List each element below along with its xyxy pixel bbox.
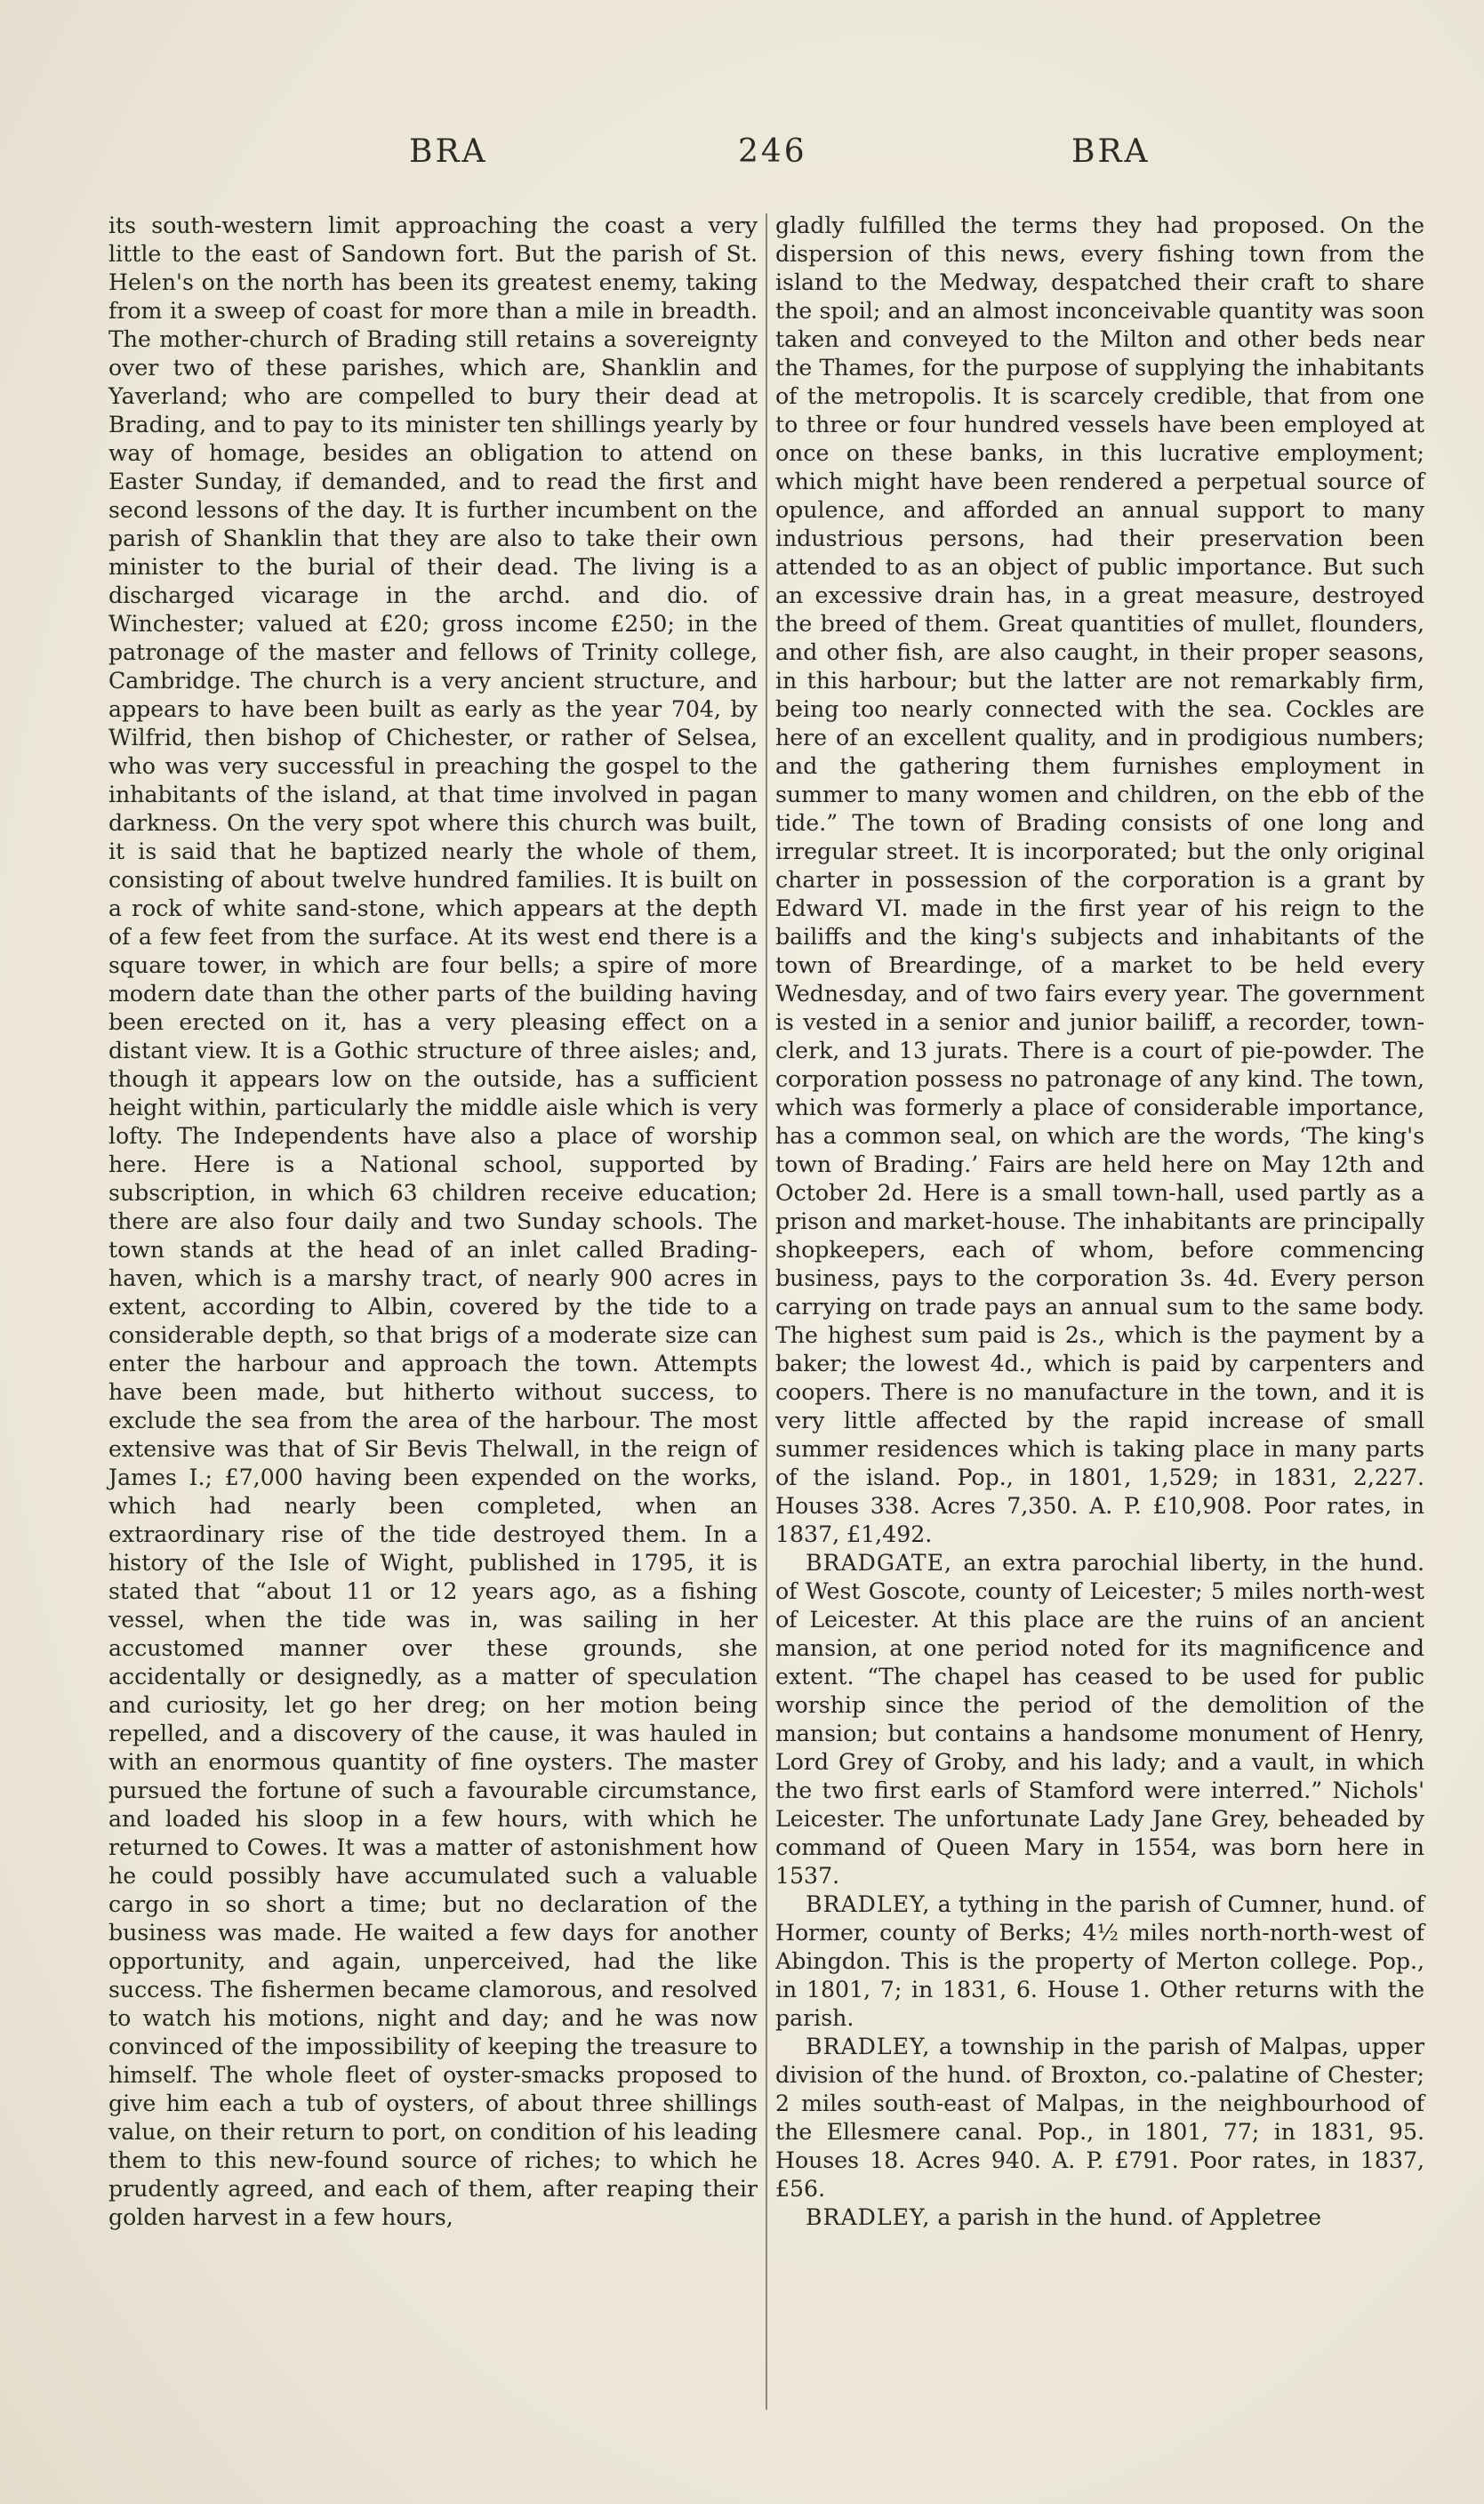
entry-text: a parish in the hund. of Appletree (930, 2204, 1321, 2230)
header-right-word: BRA (1071, 133, 1151, 170)
right-column-continuation: gladly fulfilled the terms they had proposed. On the dispersion of this news, every fishing town from the island to the Medway, despatched their craft to share the spoil; and an almost inconceivable quantity was soon taken and conveyed to the Milton and other beds near the Thames, for the purpose of supplying the inhabitants of the metropolis. It is scarcely credible, that from one to three or four hundred vessels have been employed at once on these banks, in this lucrative employment; which might have been rendered a perpetual source of opulence, and afforded an annual support to many industrious persons, had their preservation been attended to as an object of public importance. But such an excessive drain has, in a great measure, destroyed the breed of them. Great quantities of mullet, flounders, and other fish, are also caught, in their proper seasons, in this harbour; but the latter are not remarkably firm, being too nearly connected with the sea. Cockles are here of an excellent quality, and in prodigious numbers; and the gathering them furnishes employment in summer to many women and children, on the ebb of the tide.” The town of Brading consists of one long and irregular street. It is incorporated; but the only original charter in possession of the corporation is a grant by Edward VI. made in the first year of his reign to the bailiffs and the king's subjects and inhabitants of the town of Breardinge, of a market to be held every Wednesday, and of two fairs every year. The government is vested in a senior and junior bailiff, a recorder, town-clerk, and 13 jurats. There is a court of pie-powder. The corporation possess no patronage of any kind. The town, which was formerly a place of considerable importance, has a common seal, on which are the words, ‘The king's town of Brading.’ Fairs are held here on May 12th and October 2d. Here is a small town-hall, used partly as a prison and market-house. The inhabitants are principally shopkeepers, each of whom, before commencing business, pays to the corporation 3s. 4d. Every person carrying on trade pays an annual sum to the same body. The highest sum paid is 2s., which is the payment by a baker; the lowest 4d., which is paid by carpenters and coopers. There is no manufacture in the town, and it is very little affected by the rapid increase of small summer residences which is taking place in many parts of the island. Pop., in 1801, 1,529; in 1831, 2,227. Houses 338. Acres 7,350. A. P. £10,908. Poor rates, in 1837, £1,492. (775, 213, 1424, 1547)
entry-headword: BRADLEY, (806, 2034, 931, 2059)
gazetteer-entry-bradley-berks (775, 1890, 1424, 2033)
gazetteer-entry-bradley-appletree (775, 2203, 1424, 2232)
entry-headword: BRADLEY, (806, 1891, 931, 1917)
column-divider (766, 213, 767, 2410)
entry-text: a tything in the parish of Cumner, hund. of Hormer, county of Berks; 4½ miles north-north-west of Abingdon. This is the property of Merton college. Pop., in 1801, 7; in 1831, 6. House 1. Other returns with the parish. (775, 1891, 1424, 2031)
gazetteer-entry-bradgate (775, 1549, 1424, 1890)
entry-headword: BRADLEY, (806, 2204, 931, 2230)
left-column (108, 212, 758, 2232)
right-column (775, 212, 1424, 2232)
entry-text: an extra parochial liberty, in the hund. of West Goscote, county of Leicester; 5 miles north-west of Leicester. At this place are the ruins of an ancient mansion, at one period noted for its magnificence and extent. “The chapel has ceased to be used for public worship since the period of the demolition of the mansion; but contains a handsome monument of Henry, Lord Grey of Groby, and his lady; and a vault, in which the two first earls of Stamford were interred.” Nichols' Leicester. The unfortunate Lady Jane Grey, beheaded by command of Queen Mary in 1554, was born here in 1537. (775, 1550, 1424, 1889)
entry-headword: BRADGATE, (806, 1550, 952, 1576)
entry-text: a township in the parish of Malpas, upper division of the hund. of Broxton, co.-palatine of Chester; 2 miles south-east of Malpas, in the neighbourhood of the Ellesmere canal. Pop., in 1801, 77; in 1831, 95. Houses 18. Acres 940. A. P. £791. Poor rates, in 1837, £56. (775, 2034, 1424, 2202)
gazetteer-entry-bradley-chester (775, 2033, 1424, 2203)
running-header (107, 133, 1396, 187)
page-number: 246 (738, 133, 807, 170)
header-left-word: BRA (409, 133, 488, 170)
left-column-paragraph: its south-western limit approaching the coast a very little to the east of Sandown fort. But the parish of St. Helen's on the north has been its greatest enemy, taking from it a sweep of coast for more than a mile in breadth. The mother-church of Brading still retains a sovereignty over two of these parishes, which are, Shanklin and Yaverland; who are compelled to bury their dead at Brading, and to pay to its minister ten shillings yearly by way of homage, besides an obligation to attend on Easter Sunday, if demanded, and to read the first and second lessons of the day. It is further incumbent on the parish of Shanklin that they are also to take their own minister to the burial of their dead. The living is a discharged vicarage in the archd. and dio. of Winchester; valued at £20; gross income £250; in the patronage of the master and fellows of Trinity college, Cambridge. The church is a very ancient structure, and appears to have been built as early as the year 704, by Wilfrid, then bishop of Chichester, or rather of Selsea, who was very successful in preaching the gospel to the inhabitants of the island, at that time involved in pagan darkness. On the very spot where this church was built, it is said that he baptized nearly the whole of them, consisting of about twelve hundred families. It is built on a rock of white sand-stone, which appears at the depth of a few feet from the surface. At its west end there is a square tower, in which are four bells; a spire of more modern date than the other parts of the building having been erected on it, has a very pleasing effect on a distant view. It is a Gothic structure of three aisles; and, though it appears low on the outside, has a sufficient height within, particularly the middle aisle which is very lofty. The Independents have also a place of worship here. Here is a National school, supported by subscription, in which 63 children receive education; there are also four daily and two Sunday schools. The town stands at the head of an inlet called Brading-haven, which is a marshy tract, of nearly 900 acres in extent, according to Albin, covered by the tide to a considerable depth, so that brigs of a moderate size can enter the harbour and approach the town. Attempts have been made, but hitherto without success, to exclude the sea from the area of the harbour. The most extensive was that of Sir Bevis Thelwall, in the reign of James I.; £7,000 having been expended on the works, which had nearly been completed, when an extraordinary rise of the tide destroyed them. In a history of the Isle of Wight, published in 1795, it is stated that “about 11 or 12 years ago, as a fishing vessel, when the tide was in, was sailing in her accustomed manner over these grounds, she accidentally or designedly, as a matter of speculation and curiosity, let go her dreg; on her motion being repelled, and a discovery of the cause, it was hauled in with an enormous quantity of fine oysters. The master pursued the fortune of such a favourable circumstance, and loaded his sloop in a few hours, with which he returned to Cowes. It was a matter of astonishment how he could possibly have accumulated such a valuable cargo in so short a time; but no declaration of the business was made. He waited a few days for another opportunity, and again, unperceived, had the like success. The fishermen became clamorous, and resolved to watch his motions, night and day; and he was now convinced of the impossibility of keeping the treasure to himself. The whole fleet of oyster-smacks proposed to give him each a tub of oysters, of about three shillings value, on their return to port, on condition of his leading them to this new-found source of riches; to which he prudently agreed, and each of them, after reaping their golden harvest in a few hours, (108, 213, 758, 2230)
